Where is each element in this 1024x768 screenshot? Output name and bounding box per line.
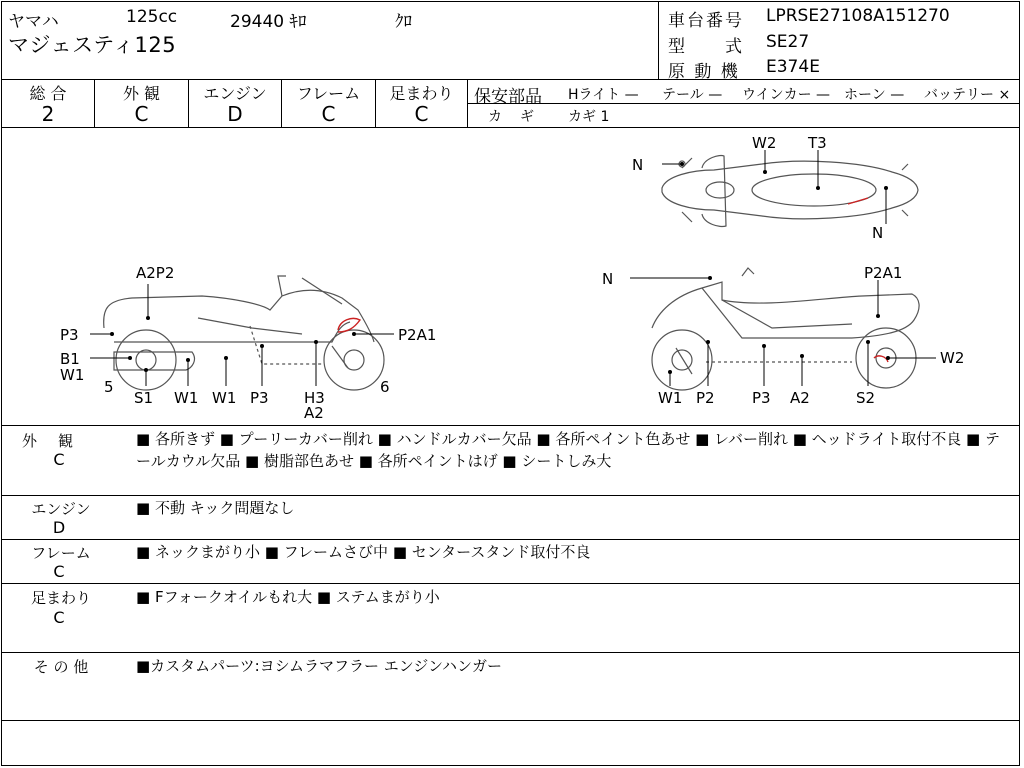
label-left-a2p2: A2P2 bbox=[136, 264, 175, 282]
engine-value: E374E bbox=[766, 57, 820, 77]
safety-tail: テール — bbox=[662, 87, 723, 103]
label-left-p3b: P3 bbox=[250, 389, 269, 407]
displacement: 125cc bbox=[126, 7, 178, 27]
label-left-b1: B1 bbox=[60, 350, 80, 368]
safety-label: 保安部品 bbox=[474, 87, 542, 107]
label-left-s1: S1 bbox=[134, 389, 154, 407]
leader-lines bbox=[90, 150, 936, 386]
grade-label-engine: エンジン bbox=[203, 84, 267, 103]
note-text-other: ■カスタムパーツ:ヨシムラマフラー エンジンハンガー bbox=[136, 657, 502, 675]
note-grade-frame: C bbox=[53, 562, 65, 581]
rule bbox=[2, 652, 1019, 653]
label-top-n2: N bbox=[872, 224, 884, 242]
grade-value-suspension: C bbox=[414, 102, 429, 126]
safety-winker: ウインカー — bbox=[742, 87, 831, 103]
rule bbox=[468, 103, 1019, 104]
safety-battery: バッテリー × bbox=[924, 87, 1011, 103]
auction-sheet bbox=[1, 1, 1020, 766]
safety-horn: ホーン — bbox=[844, 87, 905, 103]
grade-value-exterior: C bbox=[134, 102, 149, 126]
key-label: カ ギ bbox=[488, 109, 536, 125]
rule bbox=[2, 495, 1019, 496]
model-name: マジェスティ125 bbox=[8, 33, 177, 57]
note-header-other: そ の 他 bbox=[33, 658, 89, 676]
note-text-exterior: ■ 各所きず ■ プーリーカバー削れ ■ ハンドルカバー欠品 ■ 各所ペイント色あせ ■ レバー削れ ■ ヘッドライト取付不良 ■ テールカウル欠品 ■ 樹脂部色あせ ■ 各所ペイントはげ ■ シートしみ大 bbox=[136, 430, 1000, 470]
type-value: SE27 bbox=[766, 32, 810, 52]
grade-value-frame: C bbox=[321, 102, 336, 126]
grade-label-exterior: 外 観 bbox=[122, 84, 161, 103]
label-left-a2: A2 bbox=[304, 404, 324, 422]
note-header-engine: エンジン bbox=[31, 500, 91, 518]
grade-label-total: 総 合 bbox=[29, 84, 67, 103]
grade-label-suspension: 足まわり bbox=[389, 84, 454, 103]
label-right-p2a1: P2A1 bbox=[864, 264, 903, 282]
color: ｸﾛ bbox=[395, 12, 412, 32]
mileage: 29440 ｷﾛ bbox=[230, 12, 307, 32]
note-grade-engine: D bbox=[52, 518, 66, 537]
frame-no-label: 車台番号 bbox=[668, 11, 744, 31]
note-header-exterior: 外 観 bbox=[21, 432, 76, 450]
label-left-w1c: W1 bbox=[212, 389, 237, 407]
note-text-suspension: ■ Fフォークオイルもれ大 ■ ステムまがり小 bbox=[136, 588, 440, 606]
note-grade-suspension: C bbox=[53, 608, 65, 627]
note-header-suspension: 足まわり bbox=[30, 589, 91, 607]
label-left-h3: H3 bbox=[304, 389, 325, 407]
label-left-p2a1: P2A1 bbox=[398, 326, 437, 344]
label-top-n1: N bbox=[632, 156, 644, 174]
label-left-w1a: W1 bbox=[60, 366, 85, 384]
label-right-w1: W1 bbox=[658, 389, 683, 407]
grade-value-engine: D bbox=[227, 102, 243, 126]
rule bbox=[2, 79, 1019, 80]
label-left-6: 6 bbox=[380, 378, 390, 396]
frame-no: LPRSE27108A151270 bbox=[766, 6, 950, 26]
note-grade-exterior: C bbox=[53, 450, 65, 469]
right-side-scooter bbox=[652, 268, 919, 390]
header-divider bbox=[658, 2, 659, 79]
safety-headlight: Hライト — bbox=[568, 87, 639, 103]
label-left-p3: P3 bbox=[60, 326, 79, 344]
label-right-p3: P3 bbox=[752, 389, 771, 407]
label-right-a2: A2 bbox=[790, 389, 810, 407]
note-text-engine: ■ 不動 キック問題なし bbox=[136, 499, 295, 517]
label-right-w2: W2 bbox=[940, 349, 965, 367]
label-right-p2: P2 bbox=[696, 389, 715, 407]
top-view-scooter bbox=[662, 156, 918, 227]
label-top-t3: T3 bbox=[808, 134, 827, 152]
label-top-w2: W2 bbox=[752, 134, 777, 152]
grade-value-total: 2 bbox=[41, 102, 55, 126]
label-right-s2: S2 bbox=[856, 389, 876, 407]
label-left-5: 5 bbox=[104, 378, 114, 396]
label-left-w1b: W1 bbox=[174, 389, 199, 407]
type-label: 型 式 bbox=[668, 37, 744, 57]
rule bbox=[2, 539, 1019, 540]
grade-label-frame: フレーム bbox=[296, 84, 361, 103]
key-value: カギ 1 bbox=[568, 109, 610, 125]
maker: ヤマハ bbox=[8, 12, 59, 32]
note-header-frame: フレーム bbox=[31, 544, 91, 562]
rule bbox=[2, 425, 1019, 426]
note-text-frame: ■ ネックまがり小 ■ フレームさび中 ■ センタースタンド取付不良 bbox=[136, 543, 591, 561]
rule bbox=[2, 720, 1019, 721]
rule bbox=[2, 583, 1019, 584]
label-right-n: N bbox=[602, 270, 614, 288]
engine-label: 原 動 機 bbox=[668, 62, 740, 82]
